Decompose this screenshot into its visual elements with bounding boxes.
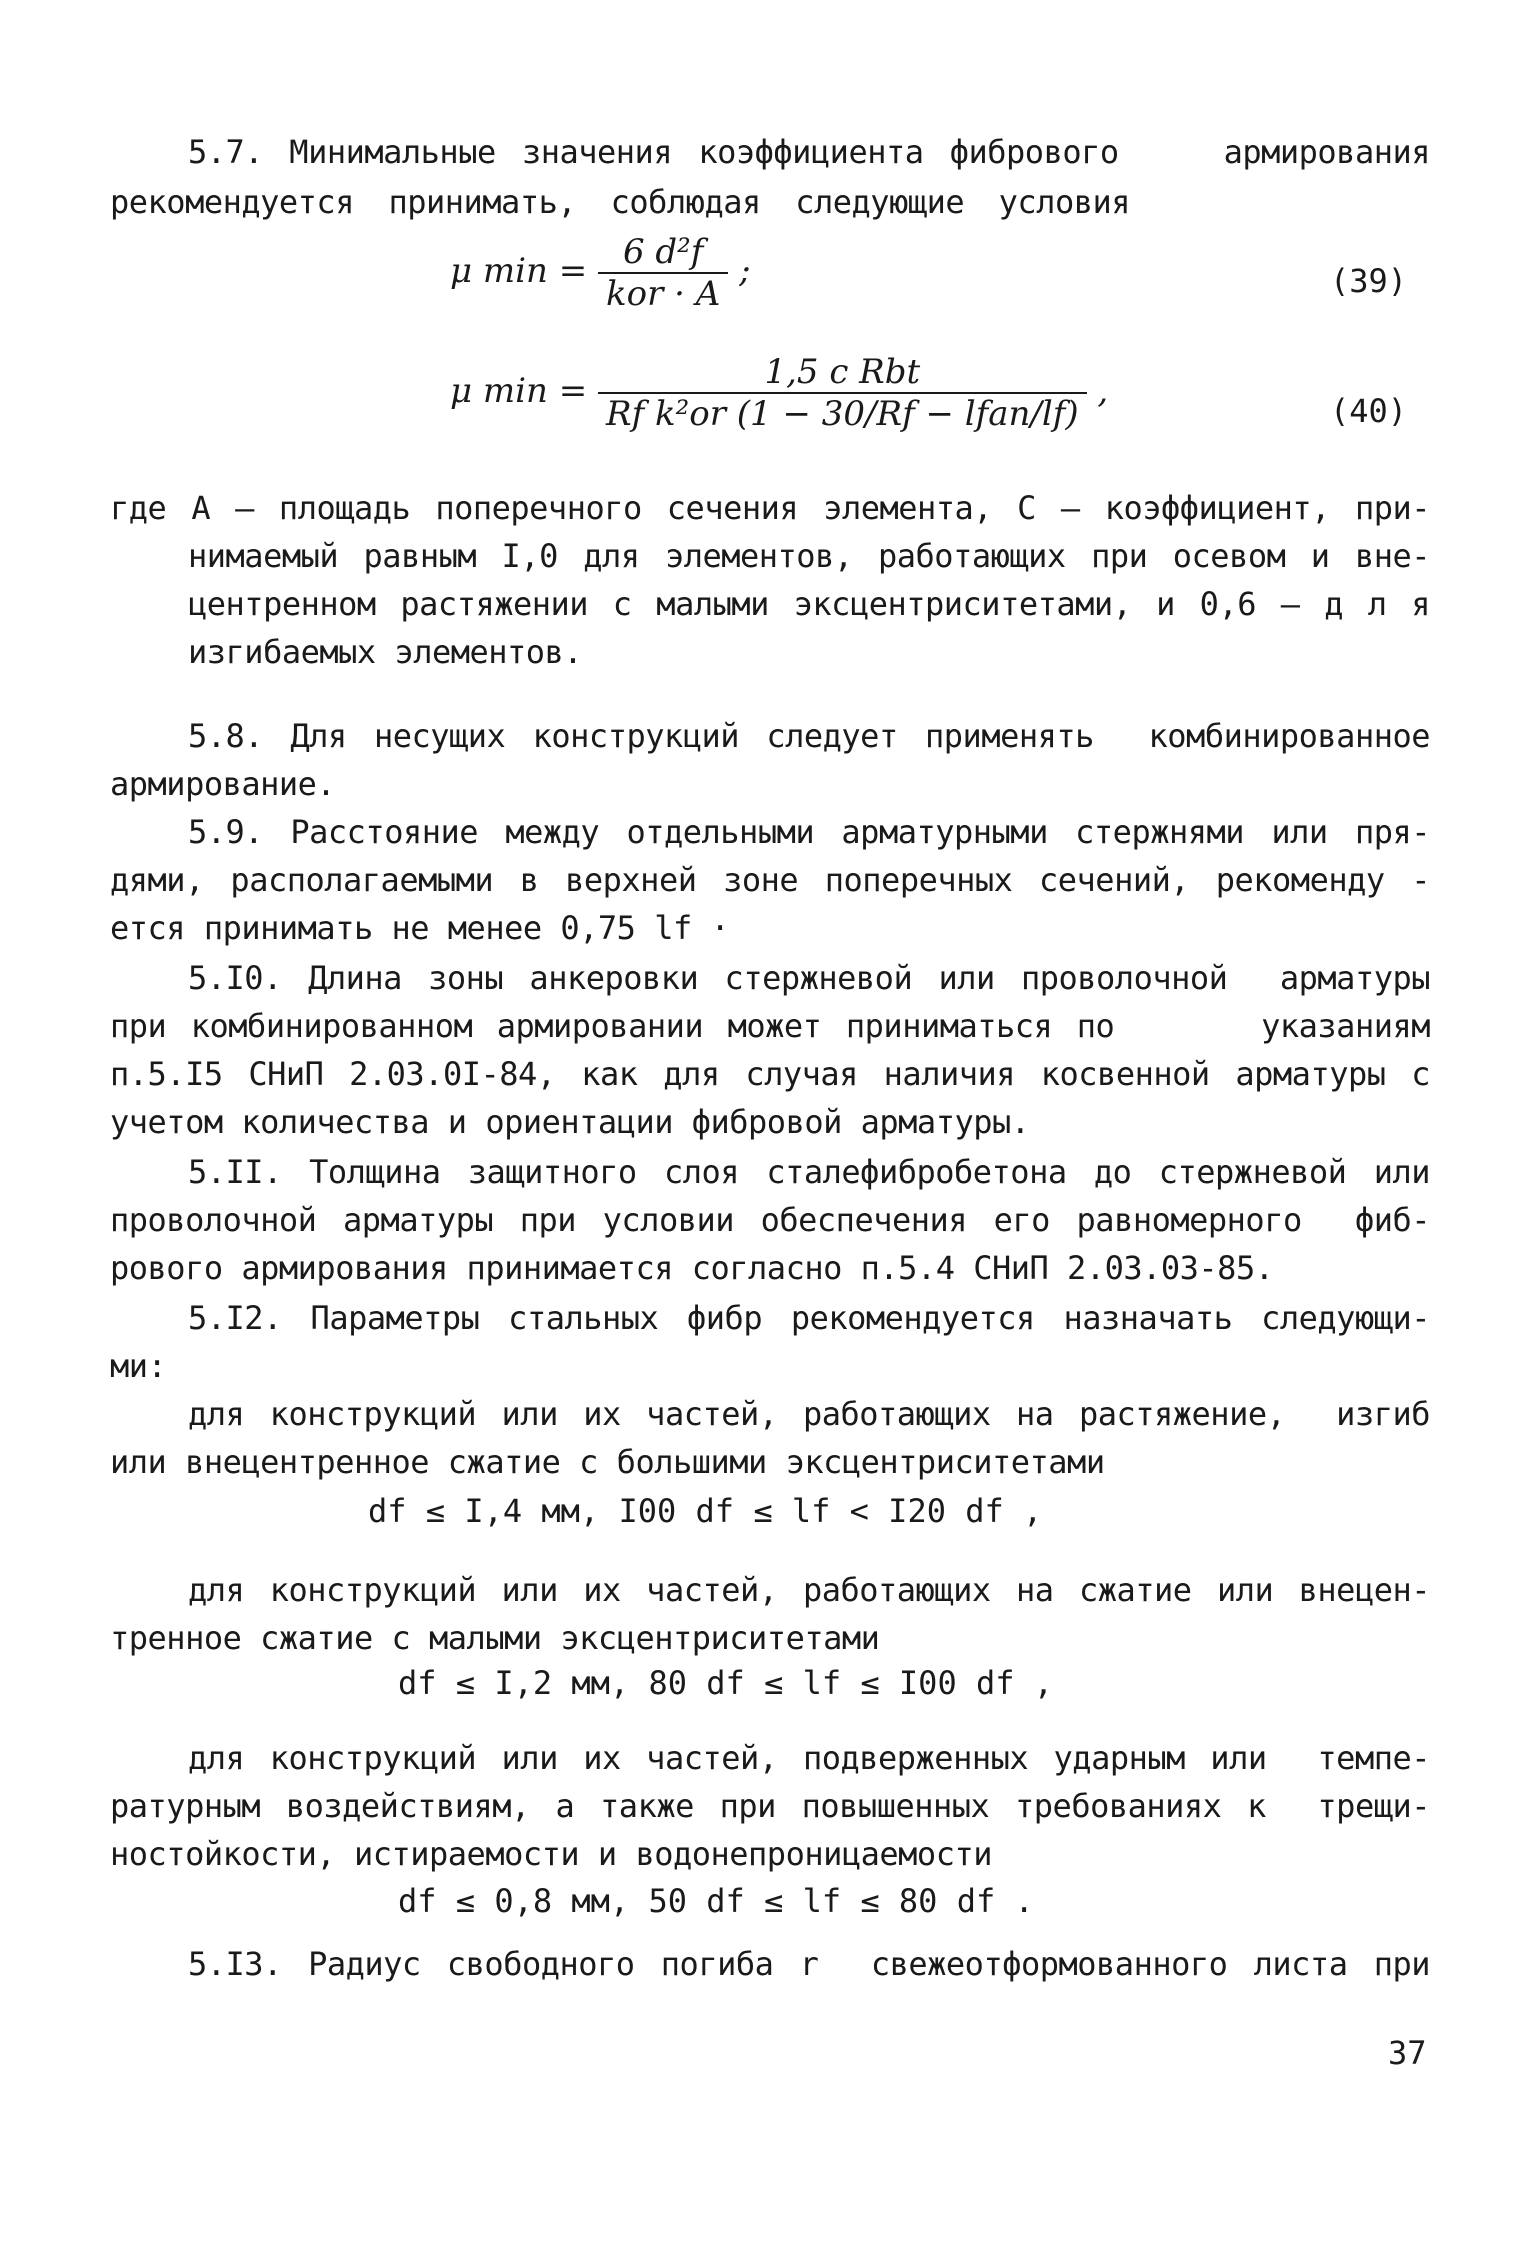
formula-39-lhs: μ min = — [450, 251, 588, 291]
page-number: 37 — [1388, 2034, 1427, 2072]
text-line: п.5.I5 СНиП 2.03.0I-84, как для случая наличия косвенной арматуры с — [110, 1055, 1430, 1093]
text-line: ми: — [110, 1347, 167, 1385]
formula-39 — [450, 232, 751, 314]
equation-number-40: (40) — [1330, 392, 1408, 430]
text-line: изгибаемых элементов. — [188, 633, 583, 671]
text-line: 5.I0. Длина зоны анкеровки стержневой или проволочной арматуры — [188, 959, 1430, 997]
formula-39-tail: ; — [739, 251, 751, 291]
math-line-1: df ≤ I,4 мм, I00 df ≤ lf < I20 df , — [368, 1492, 1043, 1530]
text-line: 5.8. Для несущих конструкций следует применять комбинированное — [188, 717, 1430, 755]
formula-40-numerator: 1,5 c Rbt — [598, 352, 1087, 394]
text-line: проволочной арматуры при условии обеспечения его равномерного фиб- — [110, 1201, 1430, 1239]
text-line: 5.9. Расстояние между отдельными арматурными стержнями или пря- — [188, 813, 1430, 851]
text-line: центренном растяжении с малыми эксцентриситетами, и 0,6 – д л я — [188, 585, 1430, 623]
text-line: ностойкости, истираемости и водонепроницаемости — [110, 1835, 992, 1873]
formula-40-tail: , — [1097, 371, 1109, 411]
text-line: где А – площадь поперечного сечения элемента, С – коэффициент, при- — [110, 489, 1430, 527]
formula-40-fraction — [598, 352, 1087, 434]
text-line: рекомендуется принимать, соблюдая следующие условия — [110, 183, 1130, 221]
text-line: армирование. — [110, 765, 336, 803]
text-line: 5.I3. Радиус свободного погиба r свежеотформованного листа при — [188, 1945, 1430, 1983]
equation-number-39: (39) — [1330, 262, 1408, 300]
text-line: тренное сжатие с малыми эксцентриситетами — [110, 1619, 880, 1657]
text-line: при комбинированном армировании может приниматься по указаниям — [110, 1007, 1430, 1045]
text-line: 5.7. Минимальные значения коэффициента фибрового армирования — [188, 133, 1430, 171]
text-line: для конструкций или их частей, работающих на сжатие или внецен- — [188, 1571, 1430, 1609]
text-line: ется принимать не менее 0,75 lf · — [110, 909, 730, 947]
text-line: 5.I2. Параметры стальных фибр рекомендуется назначать следующи- — [188, 1299, 1430, 1337]
text-line: нимаемый равным I,0 для элементов, работающих при осевом и вне- — [188, 537, 1430, 575]
formula-39-fraction — [598, 232, 728, 314]
text-line: для конструкций или их частей, подверженных ударным или темпе- — [188, 1739, 1430, 1777]
formula-40-denominator: Rf k²or (1 − 30/Rf − lfan/lf) — [606, 394, 1079, 434]
text-line: ратурным воздействиям, а также при повышенных требованиях к трещи- — [110, 1787, 1430, 1825]
text-line: 5.II. Толщина защитного слоя сталефибробетона до стержневой или — [188, 1153, 1430, 1191]
formula-40 — [450, 352, 1108, 434]
formula-39-denominator: kor · A — [606, 274, 721, 314]
text-line: рового армирования принимается согласно п.5.4 СНиП 2.03.03-85. — [110, 1249, 1274, 1287]
math-line-3: df ≤ 0,8 мм, 50 df ≤ lf ≤ 80 df . — [398, 1882, 1034, 1920]
formula-39-numerator: 6 d²f — [598, 232, 728, 274]
text-line: дями, располагаемыми в верхней зоне поперечных сечений, рекоменду - — [110, 861, 1430, 899]
formula-40-lhs: μ min = — [450, 371, 588, 411]
math-line-2: df ≤ I,2 мм, 80 df ≤ lf ≤ I00 df , — [398, 1664, 1054, 1702]
text-line: для конструкций или их частей, работающих на растяжение, изгиб — [188, 1395, 1430, 1433]
text-line: или внецентренное сжатие с большими эксцентриситетами — [110, 1443, 1105, 1481]
text-line: учетом количества и ориентации фибровой арматуры. — [110, 1103, 1030, 1141]
